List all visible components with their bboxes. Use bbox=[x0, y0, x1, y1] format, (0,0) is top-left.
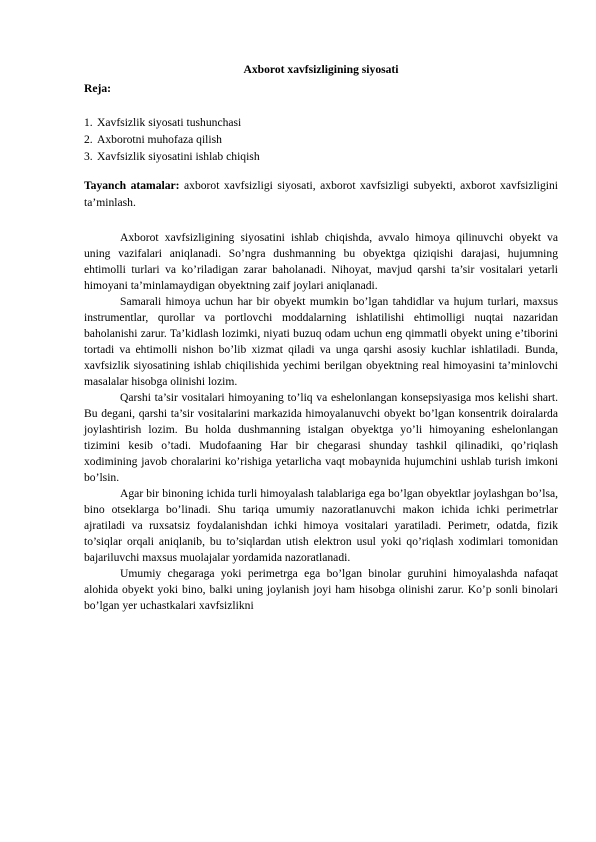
keywords-paragraph bbox=[84, 177, 558, 211]
body-paragraph: Umumiy chegaraga yoki perimetrga ega bo’lgan binolar guruhini himoyalashda nafaqat alohida obyekt yoki bino, balki uning joylanish joyi ham hisobga olinishi zarur. Ko’p sonli binolari bo’lgan yer uchastkalari xavfsizlikni bbox=[84, 567, 558, 612]
body-paragraph: Samarali himoya uchun har bir obyekt mumkin bo’lgan tahdidlar va hujum turlari, maxsus instrumentlar, qurollar va portlovchi moddalarning ishlatilishi ehtimolligi nuqtai nazaridan baholanishi zarur. Ta’kidlash lozimki, niyati buzuq odam uchun eng qimmatli obyekt uning e’tiborini tortadi va ehtimolli nishon bo’lib xizmat qiladi va unga qarshi asosiy kuchlar ishlatiladi. Bunda, xavfsizlik siyosatining ishlab chiqilishida yechimi berilgan obyektning real himoyasini ta’minlovchi masalalar hisobga olinishi lozim. bbox=[84, 295, 558, 388]
plan-item-number: 1. bbox=[84, 116, 93, 129]
plan-heading: Reja: bbox=[84, 82, 112, 95]
plan-list bbox=[84, 114, 558, 165]
document-title: Axborot xavfsizligining siyosati bbox=[243, 63, 399, 76]
keywords-label: Tayanch atamalar: bbox=[84, 179, 180, 192]
body-paragraph: Agar bir binoning ichida turli himoyalash talablariga ega bo’lgan obyektlar joylashgan bo’lsa, bino otseklarga bo’linadi. Shu tariqa umumiy nazoratlanuvchi makon ichida ichki perimetrlar ajratiladi va ruxsatsiz foydalanishdan ichki himoya vositalari yaratiladi. Perimetr, odatda, fizik to’siqlar orqali aniqlanib, bu to’siqlardan utish elektron usul yoki qo’riqlash xodimlari tomonidan bajariluvchi maxsus muolajalar yordamida nazoratlanadi. bbox=[84, 487, 558, 564]
plan-item-text: Axborotni muhofaza qilish bbox=[97, 133, 222, 146]
plan-item-number: 2. bbox=[84, 133, 93, 146]
document-page bbox=[84, 62, 558, 614]
plan-item bbox=[84, 114, 558, 131]
keywords-text: axborot xavfsizligi siyosati, axborot xavfsizligi subyekti, axborot xavfsizligini ta’minlash. bbox=[84, 179, 559, 209]
plan-item-text: Xavfsizlik siyosati tushunchasi bbox=[97, 116, 242, 129]
plan-item-number: 3. bbox=[84, 150, 93, 163]
body-paragraph: Axborot xavfsizligining siyosatini ishlab chiqishda, avvalo himoya qilinuvchi obyekt va uning vazifalari aniqlanadi. So’ngra dushmanning bu obyektga qiziqishi darajasi, hujumning ehtimolli turlari va ko’riladigan zarar baholanadi. Nihoyat, mavjud qarshi ta’sir vositalari yetarli himoyani ta’minlamaydigan obyektning zaif joylari aniqlanadi. bbox=[84, 231, 558, 292]
plan-item bbox=[84, 131, 558, 148]
plan-item-text: Xavfsizlik siyosatini ishlab chiqish bbox=[97, 150, 260, 163]
plan-item bbox=[84, 148, 558, 165]
body-paragraph: Qarshi ta’sir vositalari himoyaning to’liq va eshelonlangan konsepsiyasiga mos kelishi shart. Bu degani, qarshi ta’sir vositalarini markazida himoyalanuvchi obyekt bo’lgan konsentrik doiralarda joylashtirish lozim. Bu holda dushmanning istalgan obyektga yo’li himoyaning eshelonlangan tizimini kesib o’tadi. Mudofaaning Har bir chegarasi shunday tashkil qilinadiki, qo’riqlash xodimining javob choralarini ko’rishiga yetarlicha vaqt mobaynida hujumchini ushlab turish imkoni bo’lsin. bbox=[84, 391, 558, 484]
